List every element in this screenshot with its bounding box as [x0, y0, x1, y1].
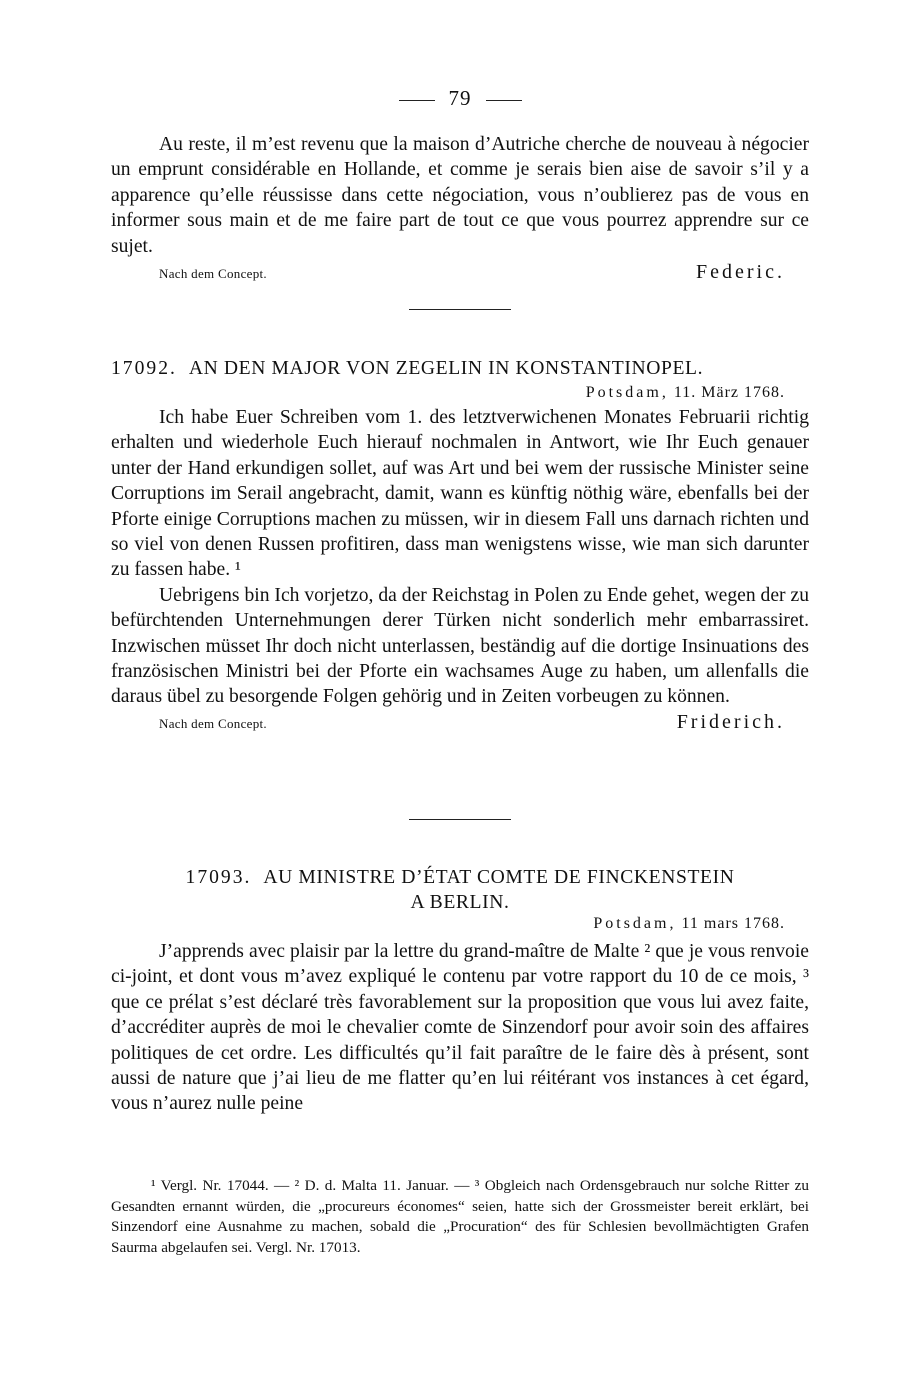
letter-paragraph: Ich habe Euer Schreiben vom 1. des letztverwichenen Monates Februarii richtig erhalten und wiederhole Euch hierauf nochmalen in Antwort, wie Ihr Euch genauer unter der Hand erkundigen sollet, auf was Art und bei wem der russische Minister seine Corruptions im Serail angebracht, damit, wann es künftig nöthig wäre, ebenfalls bei der Pforte einige Corruptions machen zu müssen, wir in diesem Fall uns darnach richten und so viel von denen Russen profitiren, dass man wenigstens wisse, wie man sich darunter zu fassen habe. ¹	[111, 407, 809, 581]
letter-paragraph: J’apprends avec plaisir par la lettre du grand-maître de Malte ² que je vous renvoie ci-joint, et dont vous m’avez expliqué le contenu par votre rapport du 10 de ce mois, ³ que ce prélat s’est déclaré très favorablement sur la proposition que vous lui avez faite, d’accréditer auprès de moi le chevalier comte de Sinzendorf pour avoir soin des affaires politiques de cet ordre. Les difficultés qu’il fait paraître de le faire dès à présent, sont aussi de nature que j’ai lieu de me flatter qu’en lui réitérant vos instances à cet égard, vous n’aurez nulle peine	[111, 941, 809, 1115]
letter-continuation	[111, 132, 809, 284]
letter-17093	[111, 865, 809, 1117]
page-number-dash-right	[486, 100, 522, 101]
letter-number: 17093.	[185, 867, 252, 888]
letter-date: 11 mars 1768.	[681, 915, 785, 932]
letter-date-line	[111, 915, 809, 933]
separator-block-1	[111, 309, 809, 310]
separator-rule	[409, 819, 511, 820]
source-note: Nach dem Concept.	[159, 266, 267, 282]
letter-recipient: AN DEN MAJOR VON ZEGELIN IN KONSTANTINOPEL.	[188, 358, 704, 379]
letter-number: 17092.	[111, 358, 177, 379]
page-number: 79	[448, 86, 472, 110]
page-number-dash-left	[399, 100, 435, 101]
separator-rule	[409, 309, 511, 310]
letter-continuation-paragraph: Au reste, il m’est revenu que la maison d’Autriche cherche de nouveau à négocier un emprunt considérable en Hollande, et comme je serais bien aise de savoir s’il y a apparence qu’elle réussisse dans cette négociation, vous n’oublierez pas de vous en informer sous main et de me faire part de tout ce que vous pourrez apprendre sur ce sujet.	[111, 134, 809, 257]
signature: Friderich.	[676, 710, 785, 733]
letter-date-line	[111, 384, 809, 402]
separator-block-2	[111, 819, 809, 820]
letter-paragraph: Uebrigens bin Ich vorjetzo, da der Reichstag in Polen zu Ende gehet, wegen der zu befürchtenden Unternehmungen derer Türken nicht sonderlich mehr embarrassiret. Inzwischen müsset Ihr doch nicht unterlassen, beständig auf die dortige Insinuations des französischen Ministri bei der Pforte ein wachsames Auge zu haben, um allenfalls die daraus übel zu besorgende Folgen gehörig und in Zeiten vorbeugen zu können.	[111, 584, 809, 708]
letter-recipient: AU MINISTRE D’ÉTAT COMTE DE FINCKENSTEIN	[263, 867, 735, 888]
footnote-text: ¹ Vergl. Nr. 17044. — ² D. d. Malta 11. Januar. — ³ Obgleich nach Ordensgebrauch nur solche Ritter zu Gesandten ernannt würden, die „procureurs économes“ seien, hatte sich der Grossmeister bereit erklärt, bei Sinzendorf eine Ausnahme zu machen, sobald die „Procuration“ des für Schlesien bevollmächtigten Grafen Saurma abgelaufen sei. Vergl. Nr. 17013.	[111, 1177, 809, 1256]
letter-closing	[111, 711, 809, 734]
letter-17092	[111, 356, 809, 734]
letter-heading	[111, 356, 809, 381]
source-note: Nach dem Concept.	[159, 715, 267, 731]
signature: Federic.	[696, 261, 785, 284]
page-number-line	[111, 86, 809, 111]
letter-place: Potsdam,	[593, 915, 677, 932]
letter-date: 11. März 1768.	[673, 384, 785, 401]
letter-recipient-city: A BERLIN.	[410, 892, 510, 913]
footnotes	[111, 1176, 809, 1258]
letter-continuation-closing	[111, 261, 809, 284]
letter-place: Potsdam,	[585, 384, 669, 401]
letter-heading	[111, 865, 809, 890]
